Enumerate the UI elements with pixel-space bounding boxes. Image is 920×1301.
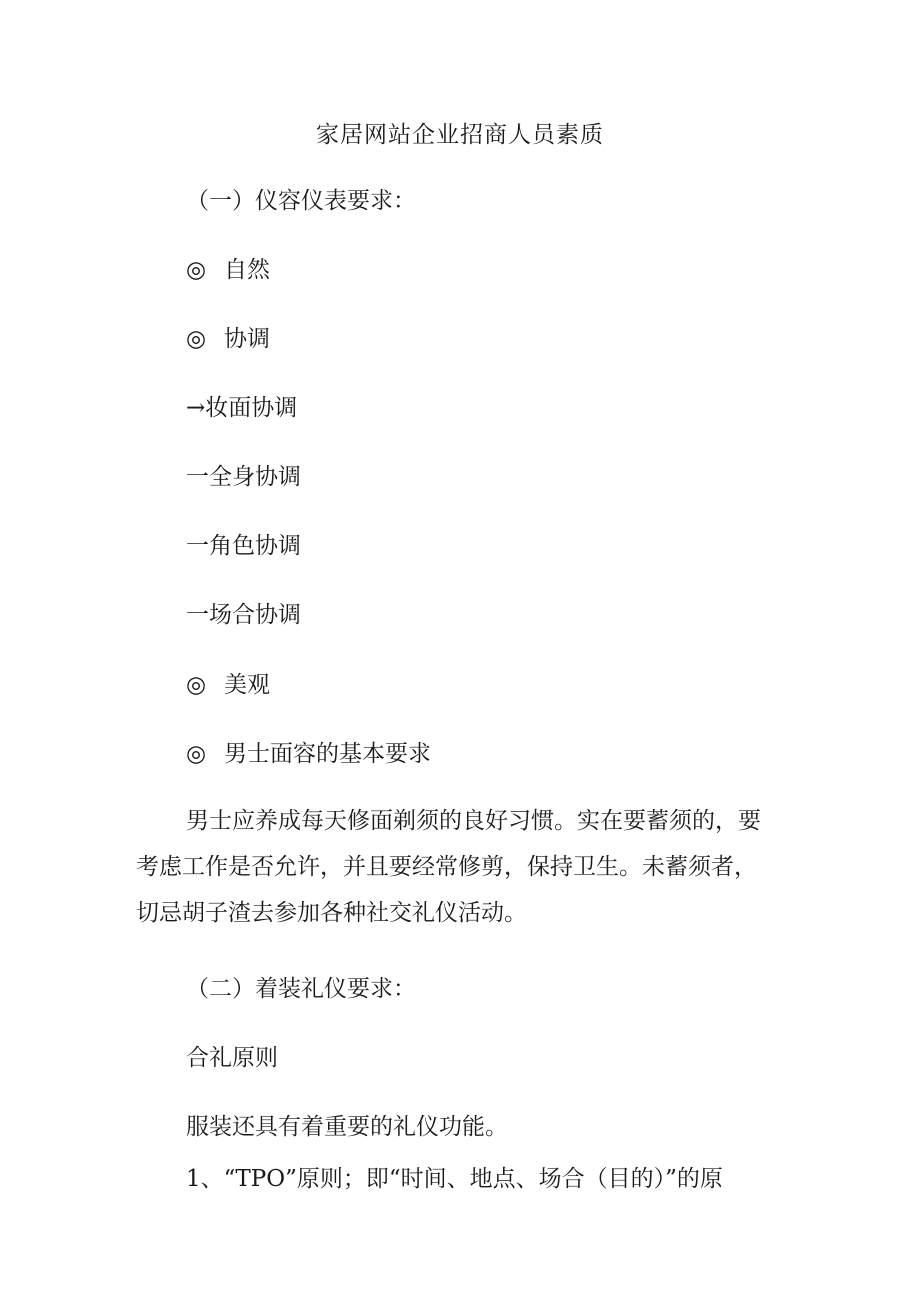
bullet-text: 协调 [224, 326, 270, 352]
principle-heading: 合礼原则 [186, 1045, 278, 1071]
bullet-icon: ◎ [186, 672, 207, 698]
document-title: 家居网站企业招商人员素质 [316, 122, 604, 148]
bullet-icon: ◎ [186, 326, 207, 352]
paragraph-line: 男士应养成每天修面剃须的良好习惯。实在要蓄须的，要 [186, 808, 761, 834]
sub-item-makeup: →妆面协调 [186, 395, 298, 421]
bullet-item-men-face [186, 737, 431, 771]
bullet-icon: ◎ [186, 741, 207, 767]
function-line: 服装还具有着重要的礼仪功能。 [186, 1114, 508, 1140]
tpo-principle-line: 1、“TPO”原则；即“时间、地点、场合（目的）”的原 [186, 1166, 723, 1192]
sub-item-role: 一角色协调 [186, 533, 301, 559]
bullet-text: 自然 [224, 257, 270, 283]
bullet-item-natural [186, 253, 270, 287]
sub-item-whole-body: 一全身协调 [186, 464, 301, 490]
paragraph-line: 切忌胡子渣去参加各种社交礼仪活动。 [136, 900, 527, 926]
paragraph-line: 考虑工作是否允许，并且要经常修剪，保持卫生。未蓄须者， [136, 854, 757, 880]
bullet-text: 男士面容的基本要求 [224, 741, 431, 767]
bullet-icon: ◎ [186, 257, 207, 283]
bullet-text: 美观 [224, 672, 270, 698]
bullet-item-beauty [186, 668, 270, 702]
section-heading-2: （二）着装礼仪要求： [186, 976, 416, 1002]
section-heading-1: （一）仪容仪表要求： [186, 188, 416, 214]
bullet-item-coordination [186, 322, 270, 356]
paragraph-men-shaving [136, 798, 776, 936]
sub-item-occasion: 一场合协调 [186, 602, 301, 628]
